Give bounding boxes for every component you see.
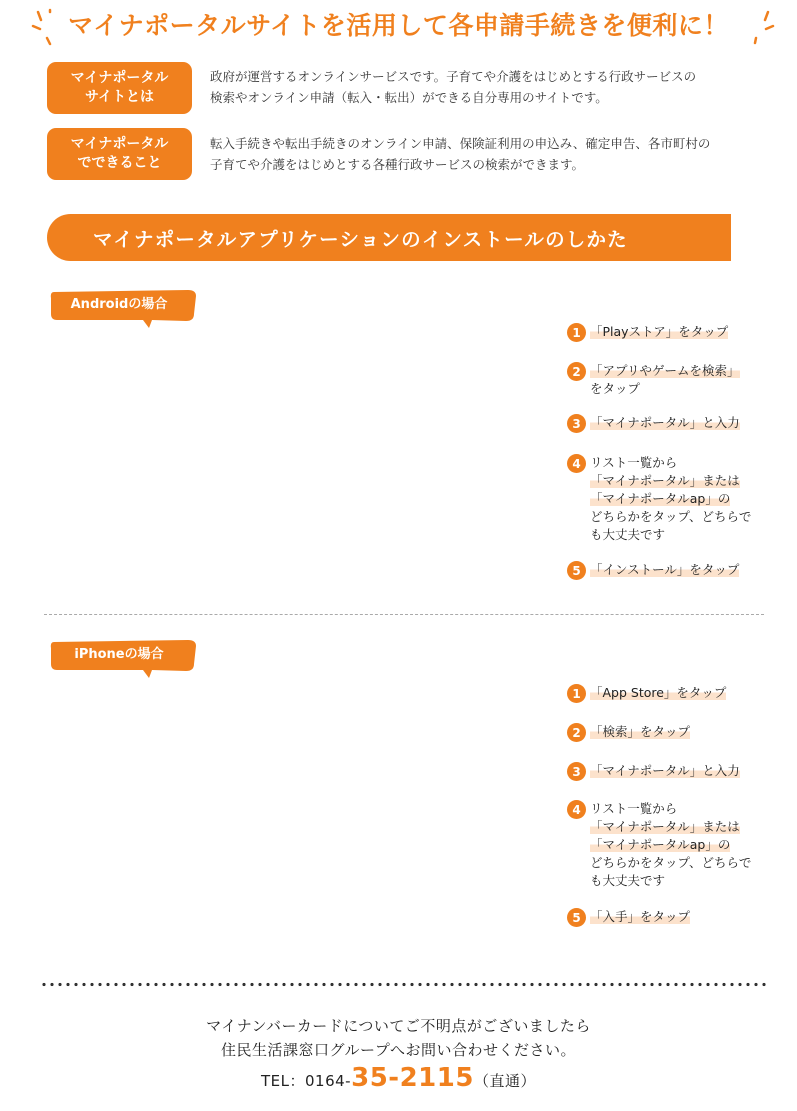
- badge-what-is-portal: [47, 62, 192, 114]
- step-number: 4: [567, 454, 586, 473]
- section-divider: [44, 614, 764, 615]
- step-number: 4: [567, 800, 586, 819]
- step-text: 「Playストア」をタップ: [590, 324, 729, 339]
- step-number: 3: [567, 762, 586, 781]
- badge-line: マイナポータル: [70, 70, 169, 86]
- step-text: 「マイナポータル」と入力: [590, 763, 740, 778]
- footer-line: マイナンバーカードについてご不明点がございましたら: [206, 1017, 591, 1035]
- iphone-tag-label: iPhoneの場合: [74, 647, 164, 662]
- step-number: 1: [567, 684, 586, 703]
- step-text: をタップ: [590, 381, 641, 396]
- description-line: 子育てや介護をはじめとする各種行政サービスの検索ができます。: [210, 157, 585, 172]
- description-line: 政府が運営するオンラインサービスです。子育てや介護をはじめとする行政サービスの: [210, 69, 697, 84]
- step-text: どちらかをタップ、どちらで: [590, 509, 752, 524]
- step-text: 「入手」をタップ: [590, 909, 691, 924]
- badge-what-you-can-do: [47, 128, 192, 180]
- description-line: 転入手続きや転出手続きのオンライン申請、保険証利用の申込み、確定申告、各市町村の: [210, 136, 711, 151]
- description-what-you-can-do: [210, 133, 710, 175]
- step-number: 5: [567, 908, 586, 927]
- step-text: も大丈夫です: [590, 527, 666, 542]
- step-text: 「インストール」をタップ: [590, 562, 740, 577]
- tel-prefix: TEL：0164-: [261, 1072, 352, 1090]
- footer-divider: [40, 982, 768, 987]
- step-text: どちらかをタップ、どちらで: [590, 855, 752, 870]
- contact-phone: [0, 1063, 797, 1093]
- android-section-tag: [48, 288, 198, 338]
- step-text: 「アプリやゲームを検索」: [590, 363, 740, 378]
- step-number: 1: [567, 323, 586, 342]
- step-number: 5: [567, 561, 586, 580]
- step-text: 「マイナポータル」または: [590, 819, 740, 834]
- footer-line: 住民生活課窓口グループへお問い合わせください。: [220, 1041, 576, 1059]
- step-text: リスト一覧から: [590, 801, 678, 816]
- tel-number: 35-2115: [351, 1063, 474, 1093]
- description-line: 検索やオンライン申請（転入・転出）ができる自分専用のサイトです。: [210, 90, 608, 105]
- badge-line: マイナポータル: [70, 136, 169, 152]
- step-text: 「マイナポータルap」の: [590, 491, 731, 506]
- iphone-section-tag: [48, 638, 198, 688]
- badge-line: サイトとは: [84, 89, 155, 105]
- description-what-is-portal: [210, 66, 696, 108]
- badge-line: でできること: [77, 155, 162, 171]
- step-number: 2: [567, 723, 586, 742]
- step-number: 2: [567, 362, 586, 381]
- step-text: 「マイナポータル」または: [590, 473, 740, 488]
- step-text: も大丈夫です: [590, 873, 666, 888]
- step-text: 「検索」をタップ: [590, 724, 691, 739]
- step-text: リスト一覧から: [590, 455, 678, 470]
- android-tag-label: Androidの場合: [70, 297, 168, 312]
- step-text: 「マイナポータル」と入力: [590, 415, 740, 430]
- step-number: 3: [567, 414, 586, 433]
- tel-suffix: （直通）: [473, 1072, 536, 1090]
- install-heading: マイナポータルアプリケーションのインストールのしかた: [47, 214, 731, 261]
- page-title: マイナポータルサイトを活用して各申請手続きを便利に！: [68, 11, 729, 40]
- step-text: 「App Store」をタップ: [590, 685, 727, 700]
- step-text: 「マイナポータルap」の: [590, 837, 731, 852]
